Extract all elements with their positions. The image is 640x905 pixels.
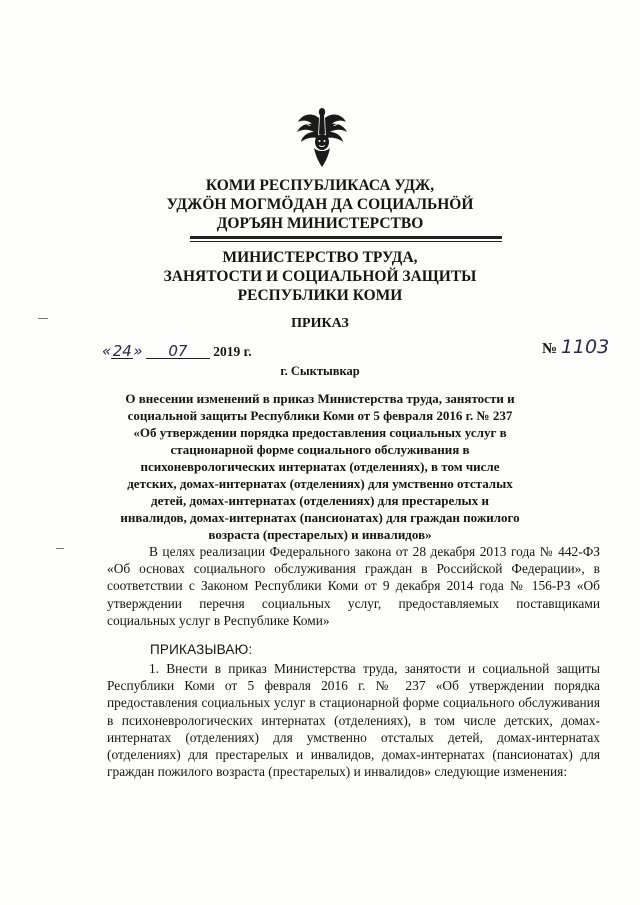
russian-ministry-header — [0, 248, 640, 305]
header-divider-thick — [190, 236, 502, 239]
komi-coat-of-arms-emblem — [292, 104, 352, 168]
date-open-quote: « — [102, 342, 112, 360]
number-value: 1103 — [560, 336, 610, 358]
scan-mark — [38, 318, 48, 319]
city: г. Сыктывкар — [280, 364, 360, 378]
ru-header-line-3: РЕСПУБЛИКИ КОМИ — [237, 287, 403, 304]
ru-header-line-2: ЗАНЯТОСТИ И СОЦИАЛЬНОЙ ЗАЩИТЫ — [163, 268, 477, 285]
ru-header-line-1: МИНИСТЕРСТВО ТРУДА, — [222, 249, 418, 266]
number-prefix: № — [542, 341, 558, 357]
date-month: 07 — [146, 344, 210, 359]
komi-header-line-1: КОМИ РЕСПУБЛИКАСА УДЖ, — [205, 177, 435, 194]
komi-header-line-3: ДОРЪЯН МИНИСТЕРСТВО — [216, 215, 424, 232]
order-number — [542, 336, 609, 358]
order-title: ПРИКАЗ — [291, 316, 349, 331]
order-word: ПРИКАЗЫВАЮ: — [150, 642, 253, 657]
date-day: 24 — [112, 342, 132, 360]
order-subject: О внесении изменений в приказ Министерства труда, занятости и социальной защиты Республики Коми от 5 февраля 2016 г. № 237 «Об утверждении порядка предоставления социальных услуг в стационарной форме социального обслуживания в психоневрологических интернатах (отделениях), в том числе детских, домах-интернатах (отделениях) для умственно отсталых детей, домах-интернатах (отделениях) для престарелых и инвалидов, домах-интернатах (пансионатах) для граждан пожилого возраста (престарелых) и инвалидов» — [120, 391, 520, 542]
intro-paragraph: В целях реализации Федерального закона от 28 декабря 2013 года № 442-ФЗ «Об основах социального обслуживания граждан в Российской Федерации», в соответствии с Законом Республики Коми от 9 декабря 2014 года № 156-РЗ «Об утверждении перечня социальных услуг, предоставляемых поставщиками социальных услуг в Республике Коми» — [107, 544, 600, 628]
komi-header-line-2: УДЖÖН МОГМÖДАН ДА СОЦИАЛЬНÖЙ — [166, 196, 474, 213]
order-date — [102, 342, 252, 360]
komi-ministry-header — [0, 176, 640, 233]
order-item-1: 1. Внести в приказ Министерства труда, занятости и социальной защиты Республики Коми от 5 февраля 2016 г. № 237 «Об утверждении порядка предоставления социальных услуг в стационарной форме социального обслуживания в психоневрологических интернатах (отделениях), в том числе детских, домах-интернатах (отделениях) для умственно отсталых детей, домах-интернатах (отделениях) для престарелых и инвалидов, домах-интернатах (пансионатах) для граждан пожилого возраста (престарелых) и инвалидов» следующие изменения: — [107, 661, 600, 780]
header-divider-thin — [190, 241, 502, 242]
date-close-quote: » — [133, 342, 143, 360]
scan-mark — [56, 548, 64, 549]
date-year: 2019 г. — [213, 344, 252, 359]
